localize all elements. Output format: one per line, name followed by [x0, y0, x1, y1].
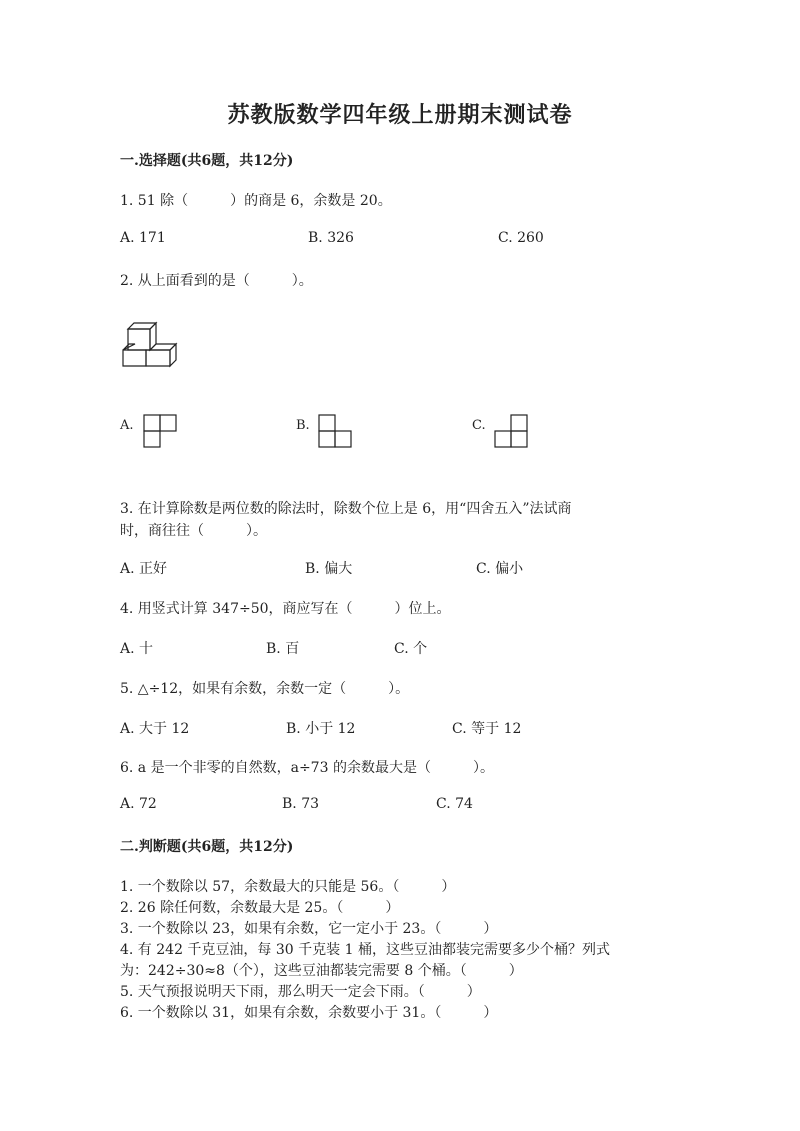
- q4-option-a: A. 十: [120, 641, 154, 657]
- question-3-line-2: 时，商往往（ ）。: [120, 523, 267, 539]
- section-heading-choice: 一.选择题(共6题，共12分): [120, 153, 294, 169]
- q2-option-c: C.: [472, 418, 486, 433]
- q3-option-c: C. 偏小: [476, 561, 524, 577]
- judgment-6: 6. 一个数除以 31，如果有余数，余数要小于 31。（ ）: [120, 1005, 498, 1021]
- q3-option-b: B. 偏大: [305, 561, 353, 577]
- q5-option-c: C. 等于 12: [452, 721, 522, 737]
- q5-option-b: B. 小于 12: [286, 721, 356, 737]
- q1-option-b: B. 326: [308, 230, 354, 246]
- judgment-3: 3. 一个数除以 23，如果有余数，它一定小于 23。（ ）: [120, 921, 498, 937]
- judgment-2: 2. 26 除任何数，余数最大是 25。（ ）: [120, 900, 400, 916]
- q5-option-a: A. 大于 12: [120, 721, 190, 737]
- q1-option-a: A. 171: [120, 230, 166, 246]
- q2-option-a-figure: [143, 414, 179, 450]
- q2-option-c-figure: [494, 414, 530, 450]
- q6-option-b: B. 73: [282, 796, 320, 812]
- q2-option-a: A.: [120, 418, 134, 433]
- judgment-5: 5. 天气预报说明天下雨，那么明天一定会下雨。（ ）: [120, 984, 481, 1000]
- section-heading-judgment: 二.判断题(共6题，共12分): [120, 839, 294, 855]
- question-3-line-1: 3. 在计算除数是两位数的除法时，除数个位上是 6，用“四舍五入”法试商: [120, 501, 572, 517]
- judgment-4-line-2: 为：242÷30≈8（个），这些豆油都装完需要 8 个桶。（ ）: [120, 963, 523, 979]
- q3-option-a: A. 正好: [120, 561, 168, 577]
- q2-option-b-figure: [318, 414, 354, 450]
- q2-option-b: B.: [296, 418, 310, 433]
- page-title: 苏教版数学四年级上册期末测试卷: [227, 102, 573, 128]
- q4-option-c: C. 个: [394, 641, 428, 657]
- question-1: 1. 51 除（ ）的商是 6，余数是 20。: [120, 193, 392, 209]
- cube-stack-figure: [118, 318, 182, 370]
- question-2: 2. 从上面看到的是（ ）。: [120, 273, 313, 289]
- judgment-4-line-1: 4. 有 242 千克豆油，每 30 千克装 1 桶，这些豆油都装完需要多少个桶？列式: [120, 942, 610, 958]
- q4-option-b: B. 百: [266, 641, 300, 657]
- q6-option-c: C. 74: [436, 796, 473, 812]
- q6-option-a: A. 72: [120, 796, 157, 812]
- judgment-1: 1. 一个数除以 57，余数最大的只能是 56。（ ）: [120, 879, 456, 895]
- question-4: 4. 用竖式计算 347÷50，商应写在（ ）位上。: [120, 601, 451, 617]
- q1-option-c: C. 260: [498, 230, 544, 246]
- question-6: 6. a 是一个非零的自然数，a÷73 的余数最大是（ ）。: [120, 760, 494, 776]
- question-5: 5. △÷12，如果有余数，余数一定（ ）。: [120, 681, 410, 697]
